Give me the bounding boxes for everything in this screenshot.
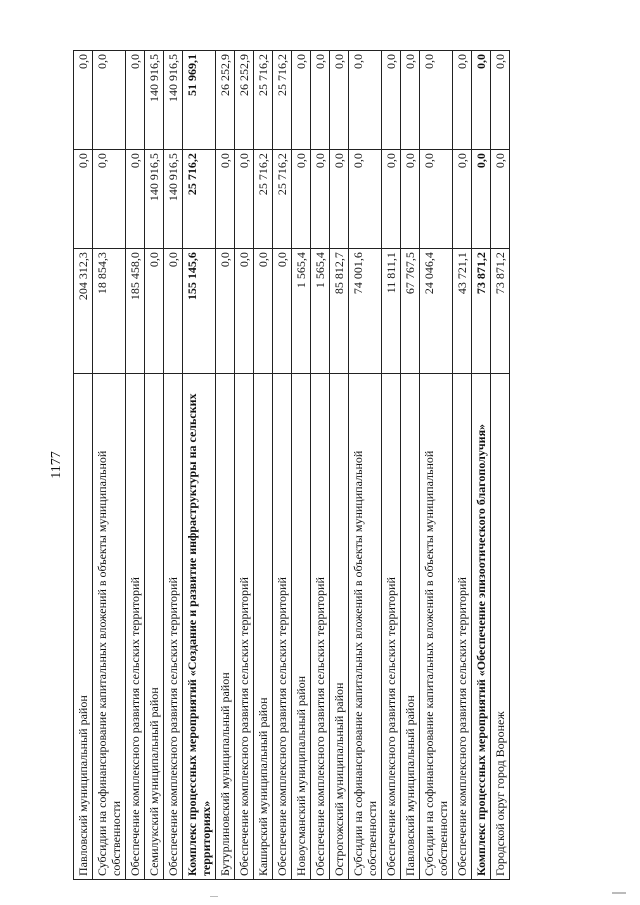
table-row bbox=[382, 51, 401, 880]
table-row bbox=[273, 51, 292, 880]
row-value-cell: 0,0 bbox=[292, 150, 311, 249]
row-value-cell: 24 046,4 bbox=[420, 249, 453, 374]
row-value-cell: 0,0 bbox=[401, 51, 420, 150]
row-value-cell: 18 854,3 bbox=[93, 249, 126, 374]
row-value-cell: 26 252,9 bbox=[216, 51, 235, 150]
table-row bbox=[330, 51, 349, 880]
table-row bbox=[164, 51, 183, 880]
row-name-cell: Городской округ город Воронеж bbox=[491, 374, 510, 880]
row-name-cell: Обеспечение комплексного развития сельских территорий bbox=[235, 374, 254, 880]
row-value-cell: 26 252,9 bbox=[235, 51, 254, 150]
row-value-cell: 0,0 bbox=[491, 51, 510, 150]
row-value-cell: 0,0 bbox=[126, 51, 145, 150]
row-name-cell: Бутурлиновский муниципальный район bbox=[216, 374, 235, 880]
row-name-cell: Обеспечение комплексного развития сельских территорий bbox=[164, 374, 183, 880]
table-row bbox=[254, 51, 273, 880]
table-row bbox=[292, 51, 311, 880]
page-number: 1177 bbox=[49, 451, 64, 479]
table-row bbox=[491, 51, 510, 880]
row-value-cell: 0,0 bbox=[311, 150, 330, 249]
row-value-cell: 0,0 bbox=[491, 150, 510, 249]
row-value-cell: 0,0 bbox=[382, 51, 401, 150]
row-value-cell: 0,0 bbox=[382, 150, 401, 249]
row-value-cell: 0,0 bbox=[472, 150, 491, 249]
row-name-cell: Обеспечение комплексного развития сельских территорий bbox=[382, 374, 401, 880]
row-name-cell: Обеспечение комплексного развития сельских территорий bbox=[453, 374, 472, 880]
table-row bbox=[401, 51, 420, 880]
row-value-cell: 0,0 bbox=[292, 51, 311, 150]
row-value-cell: 43 721,1 bbox=[453, 249, 472, 374]
scan-edge-mark bbox=[210, 896, 218, 897]
row-value-cell: 25 716,2 bbox=[254, 150, 273, 249]
budget-table-body bbox=[74, 51, 510, 880]
table-row bbox=[216, 51, 235, 880]
row-value-cell: 51 969,1 bbox=[183, 51, 216, 150]
row-name-cell: Новоусманский муниципальный район bbox=[292, 374, 311, 880]
row-name-cell: Комплекс процессных мероприятий «Обеспечение эпизоотического благополучия» bbox=[472, 374, 491, 880]
row-value-cell: 140 916,5 bbox=[164, 150, 183, 249]
row-name-cell: Комплекс процессных мероприятий «Создание и развитие инфраструктуры на сельских территориях» bbox=[183, 374, 216, 880]
row-value-cell: 155 145,6 bbox=[183, 249, 216, 374]
row-value-cell: 25 716,2 bbox=[183, 150, 216, 249]
row-value-cell: 25 716,2 bbox=[254, 51, 273, 150]
row-value-cell: 0,0 bbox=[349, 51, 382, 150]
row-value-cell: 67 767,5 bbox=[401, 249, 420, 374]
row-value-cell: 0,0 bbox=[420, 51, 453, 150]
row-value-cell: 204 312,3 bbox=[74, 249, 93, 374]
row-value-cell: 0,0 bbox=[164, 249, 183, 374]
row-value-cell: 0,0 bbox=[126, 150, 145, 249]
table-row bbox=[93, 51, 126, 880]
row-value-cell: 73 871,2 bbox=[472, 249, 491, 374]
row-value-cell: 0,0 bbox=[349, 150, 382, 249]
row-value-cell: 140 916,5 bbox=[145, 150, 164, 249]
row-value-cell: 0,0 bbox=[311, 51, 330, 150]
row-value-cell: 25 716,2 bbox=[273, 150, 292, 249]
row-value-cell: 140 916,5 bbox=[145, 51, 164, 150]
row-value-cell: 1 565,4 bbox=[311, 249, 330, 374]
row-value-cell: 0,0 bbox=[420, 150, 453, 249]
row-value-cell: 0,0 bbox=[472, 51, 491, 150]
row-value-cell: 0,0 bbox=[216, 150, 235, 249]
table-row bbox=[349, 51, 382, 880]
table-row bbox=[453, 51, 472, 880]
row-name-cell: Семилукский муниципальный район bbox=[145, 374, 164, 880]
table-row bbox=[235, 51, 254, 880]
row-value-cell: 0,0 bbox=[453, 150, 472, 249]
row-name-cell: Субсидии на софинансирование капитальных вложений в объекты муниципальной собственности bbox=[93, 374, 126, 880]
table-row bbox=[472, 51, 491, 880]
table-row bbox=[311, 51, 330, 880]
row-value-cell: 0,0 bbox=[330, 150, 349, 249]
row-name-cell: Обеспечение комплексного развития сельских территорий bbox=[311, 374, 330, 880]
row-name-cell: Субсидии на софинансирование капитальных вложений в объекты муниципальной собственности bbox=[420, 374, 453, 880]
row-value-cell: 25 716,2 bbox=[273, 51, 292, 150]
table-row bbox=[183, 51, 216, 880]
table-row bbox=[145, 51, 164, 880]
row-name-cell: Острогожский муниципальный район bbox=[330, 374, 349, 880]
row-value-cell: 85 812,7 bbox=[330, 249, 349, 374]
scan-edge-mark bbox=[612, 892, 626, 894]
row-value-cell: 140 916,5 bbox=[164, 51, 183, 150]
row-value-cell: 0,0 bbox=[74, 150, 93, 249]
row-value-cell: 0,0 bbox=[235, 249, 254, 374]
budget-table bbox=[73, 50, 510, 880]
row-value-cell: 0,0 bbox=[254, 249, 273, 374]
row-name-cell: Обеспечение комплексного развития сельских территорий bbox=[273, 374, 292, 880]
row-name-cell: Павловский муниципальный район bbox=[401, 374, 420, 880]
row-value-cell: 0,0 bbox=[330, 51, 349, 150]
row-name-cell: Каширский муниципальный район bbox=[254, 374, 273, 880]
table-row bbox=[74, 51, 93, 880]
row-value-cell: 0,0 bbox=[216, 249, 235, 374]
row-value-cell: 0,0 bbox=[93, 150, 126, 249]
row-value-cell: 0,0 bbox=[93, 51, 126, 150]
row-value-cell: 0,0 bbox=[145, 249, 164, 374]
row-value-cell: 185 458,0 bbox=[126, 249, 145, 374]
row-name-cell: Обеспечение комплексного развития сельских территорий bbox=[126, 374, 145, 880]
table-row bbox=[126, 51, 145, 880]
row-value-cell: 0,0 bbox=[74, 51, 93, 150]
row-value-cell: 11 811,1 bbox=[382, 249, 401, 374]
rotated-page bbox=[49, 50, 585, 880]
row-value-cell: 0,0 bbox=[401, 150, 420, 249]
row-value-cell: 0,0 bbox=[235, 150, 254, 249]
row-value-cell: 74 001,6 bbox=[349, 249, 382, 374]
row-value-cell: 73 871,2 bbox=[491, 249, 510, 374]
row-value-cell: 1 565,4 bbox=[292, 249, 311, 374]
row-name-cell: Павловский муниципальный район bbox=[74, 374, 93, 880]
row-name-cell: Субсидии на софинансирование капитальных вложений в объекты муниципальной собственности bbox=[349, 374, 382, 880]
row-value-cell: 0,0 bbox=[273, 249, 292, 374]
table-row bbox=[420, 51, 453, 880]
row-value-cell: 0,0 bbox=[453, 51, 472, 150]
